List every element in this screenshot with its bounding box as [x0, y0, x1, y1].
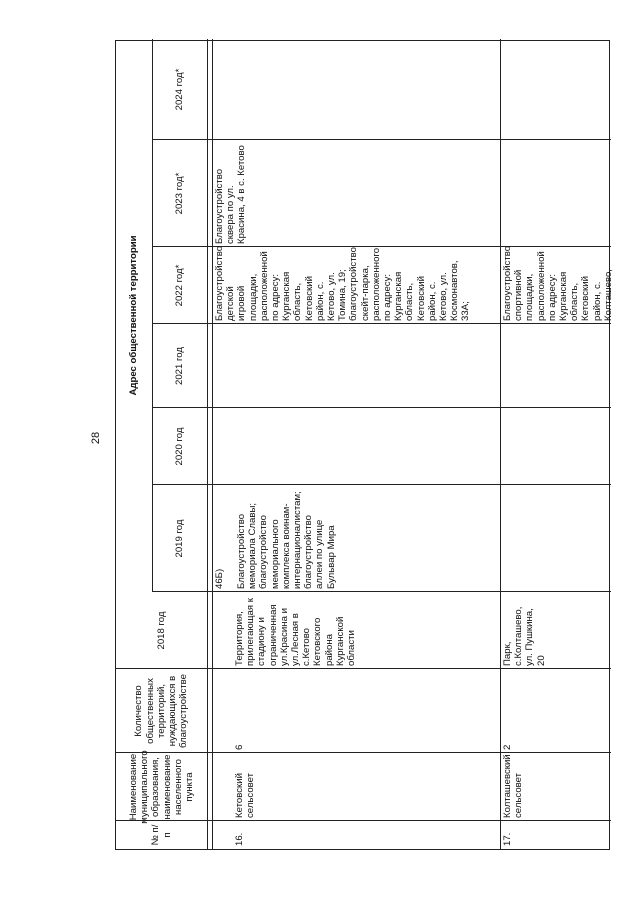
territories-table [115, 40, 614, 850]
row-16-2019: Благоустройство мемориала Славы; благоустройство мемориального комплекса воинам-интернационалистам; благоустройство аллеи по улице Бульвар Мира [236, 491, 337, 589]
header-municipality-text: Наименование муниципального образования, наименование населенного пункта [127, 750, 195, 824]
header-year-2018 [116, 592, 207, 669]
row-16-2024 [212, 39, 500, 140]
row-17-municipality: Колташевский сельсовет [502, 754, 525, 818]
row-16-count: 6 [234, 744, 245, 750]
header-address-group [116, 39, 152, 592]
header-count-text: Количество общественных территорий, нуждающихся в благоустройстве [133, 674, 190, 748]
header-year-2024 [152, 39, 207, 140]
header-year-text: 2022 год* [173, 264, 185, 307]
header-year-text: 2024 год* [173, 68, 185, 111]
table-rotation-frame [115, 40, 614, 850]
header-num [116, 821, 207, 849]
grid-line [207, 39, 208, 849]
row-17-2020 [500, 408, 611, 485]
header-address-group-text: Адрес общественной территории [128, 235, 140, 396]
row-17-2018: Парк, с.Колташево, ул. Пушкина, 20 [502, 606, 547, 666]
header-year-text: 2018 год [155, 611, 167, 650]
row-17-2021 [500, 324, 611, 408]
carry-over-2019: 46Б) [214, 568, 225, 589]
row-16-municipality: Кетовский сельсовет [234, 772, 257, 818]
header-year-text: 2021 год [173, 346, 185, 386]
header-municipality [116, 750, 207, 824]
row-17-count: 2 [502, 744, 513, 750]
row-16-2022: Благоустройство детской игровой площадки, расположенной по адресу: Курганская область, Кетовский район, с. Кетово, ул. Томина, 19; благоустройство скейт-парка, расположенного по адресу: Курганская область, Кетовский район, с. Кетово, ул. Космонавтов, 33А; [214, 245, 472, 321]
row-17-2024 [500, 39, 611, 140]
header-year-2021 [152, 324, 207, 408]
row-17-2022: Благоустройство спортивной площадки, расположенной по адресу: Курганская область, Кетовский район, с. Колташево, [502, 245, 614, 321]
header-year-2022 [152, 247, 207, 324]
header-year-2023 [152, 140, 207, 247]
header-year-2019 [152, 485, 207, 592]
row-16-num: 16. [234, 832, 245, 846]
row-17-num: 17. [502, 832, 513, 846]
row-16-2023: Благоустройство сквера по ул. Красина, 4 в с. Кетово [214, 145, 248, 244]
header-year-text: 2020 год [173, 427, 185, 466]
row-16-2021 [212, 324, 500, 408]
row-16-2018: Территория, прилегающая к стадиону и ограниченная ул.Красина и ул.Лесная в с.Кетово Кетовского района Курганской области [234, 598, 358, 666]
header-year-text: 2023 год* [173, 172, 185, 215]
page-number: 28 [90, 431, 102, 445]
header-count [116, 669, 207, 753]
header-year-2020 [152, 408, 207, 485]
header-num-text: № п/п [150, 824, 173, 846]
row-16-2020 [212, 408, 500, 485]
row-17-2019 [500, 485, 611, 592]
header-year-text: 2019 год [173, 519, 185, 558]
row-17-2023 [500, 140, 611, 247]
